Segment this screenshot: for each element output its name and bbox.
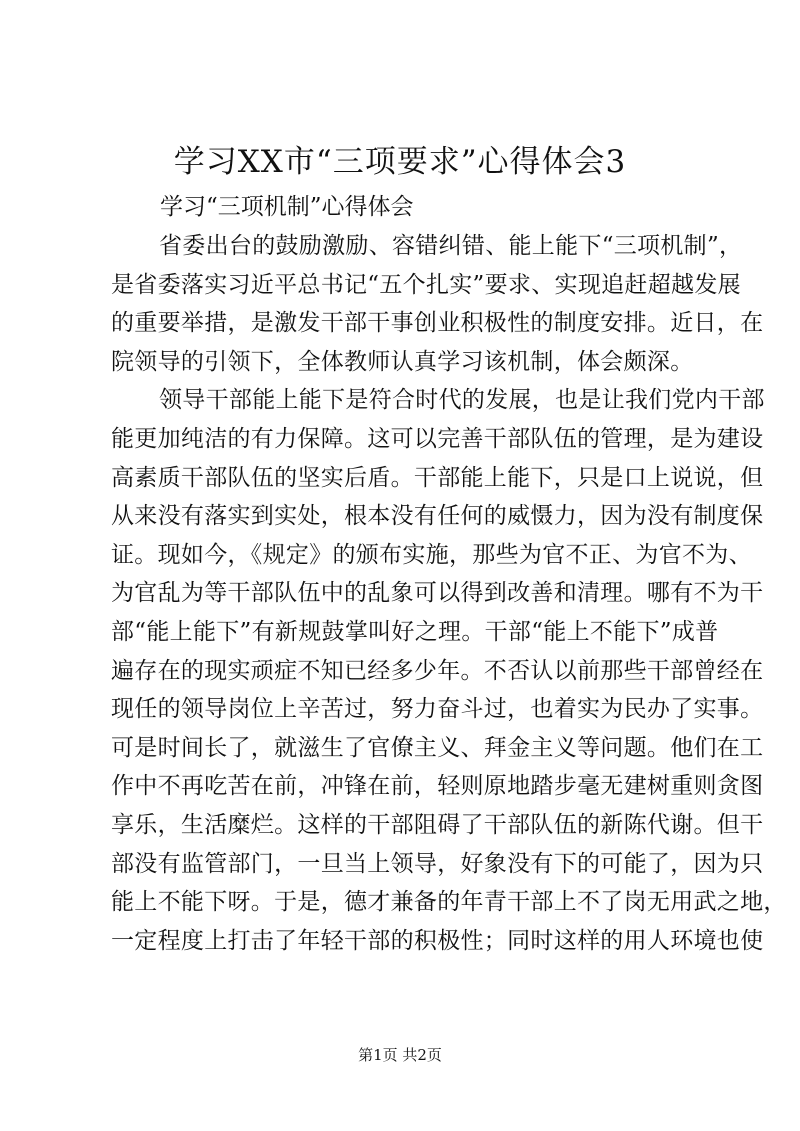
document-title: 学习XX市“三项要求”心得体会3 xyxy=(173,144,627,180)
paragraph-line: 能更加纯洁的有力保障。这可以完善干部队伍的管理，是为建设 xyxy=(111,425,764,452)
document-body xyxy=(111,227,787,960)
paragraph-line: 为官乱为等干部队伍中的乱象可以得到改善和清理。哪有不为干 xyxy=(111,580,764,607)
paragraph-line: 证。现如今，《规定》的颁布实施，那些为官不正、为官不为、 xyxy=(111,541,752,568)
paragraph-line: 从来没有落实到实处，根本没有任何的威慑力，因为没有制度保 xyxy=(111,503,764,530)
paragraph-line: 能上不能下呀。于是，德才兼备的年青干部上不了岗无用武之地， xyxy=(111,889,787,916)
paragraph-line: 可是时间长了，就滋生了官僚主义、拜金主义等问题。他们在工 xyxy=(111,734,764,761)
paragraph-line: 作中不再吃苦在前，冲锋在前，轻则原地踏步毫无建树重则贪图 xyxy=(111,773,764,800)
paragraph-line: 省委出台的鼓励激励、容错纠错、能上能下“三项机制”， xyxy=(159,233,743,259)
paragraph-line: 领导干部能上能下是符合时代的发展，也是让我们党内干部 xyxy=(159,387,765,414)
paragraph-line: 部“能上能下”有新规鼓掌叫好之理。干部“能上不能下”成普 xyxy=(111,618,719,645)
paragraph-line: 部没有监管部门，一旦当上领导，好象没有下的可能了，因为只 xyxy=(111,850,764,877)
paragraph-line: 的重要举措，是激发干部干事创业积极性的制度安排。近日，在 xyxy=(111,310,764,337)
page-number-footer: 第1页 共2页 xyxy=(358,1046,442,1064)
paragraph-line: 高素质干部队伍的坚实后盾。干部能上能下，只是口上说说，但 xyxy=(111,464,764,491)
paragraph-line: 是省委落实习近平总书记“五个扎实”要求、实现追赶超越发展 xyxy=(111,271,741,298)
paragraph-line: 现任的领导岗位上辛苦过，努力奋斗过，也着实为民办了实事。 xyxy=(111,696,764,723)
paragraph-line: 院领导的引领下，全体教师认真学习该机制，体会颇深。 xyxy=(111,348,694,375)
paragraph-line: 一定程度上打击了年轻干部的积极性；同时这样的用人环境也使 xyxy=(111,927,764,954)
paragraph-line: 享乐，生活糜烂。这样的干部阻碍了干部队伍的新陈代谢。但干 xyxy=(111,811,764,838)
document-subtitle: 学习“三项机制”心得体会 xyxy=(160,194,414,220)
paragraph-line: 遍存在的现实顽症不知已经多少年。不否认以前那些干部曾经在 xyxy=(111,657,764,684)
